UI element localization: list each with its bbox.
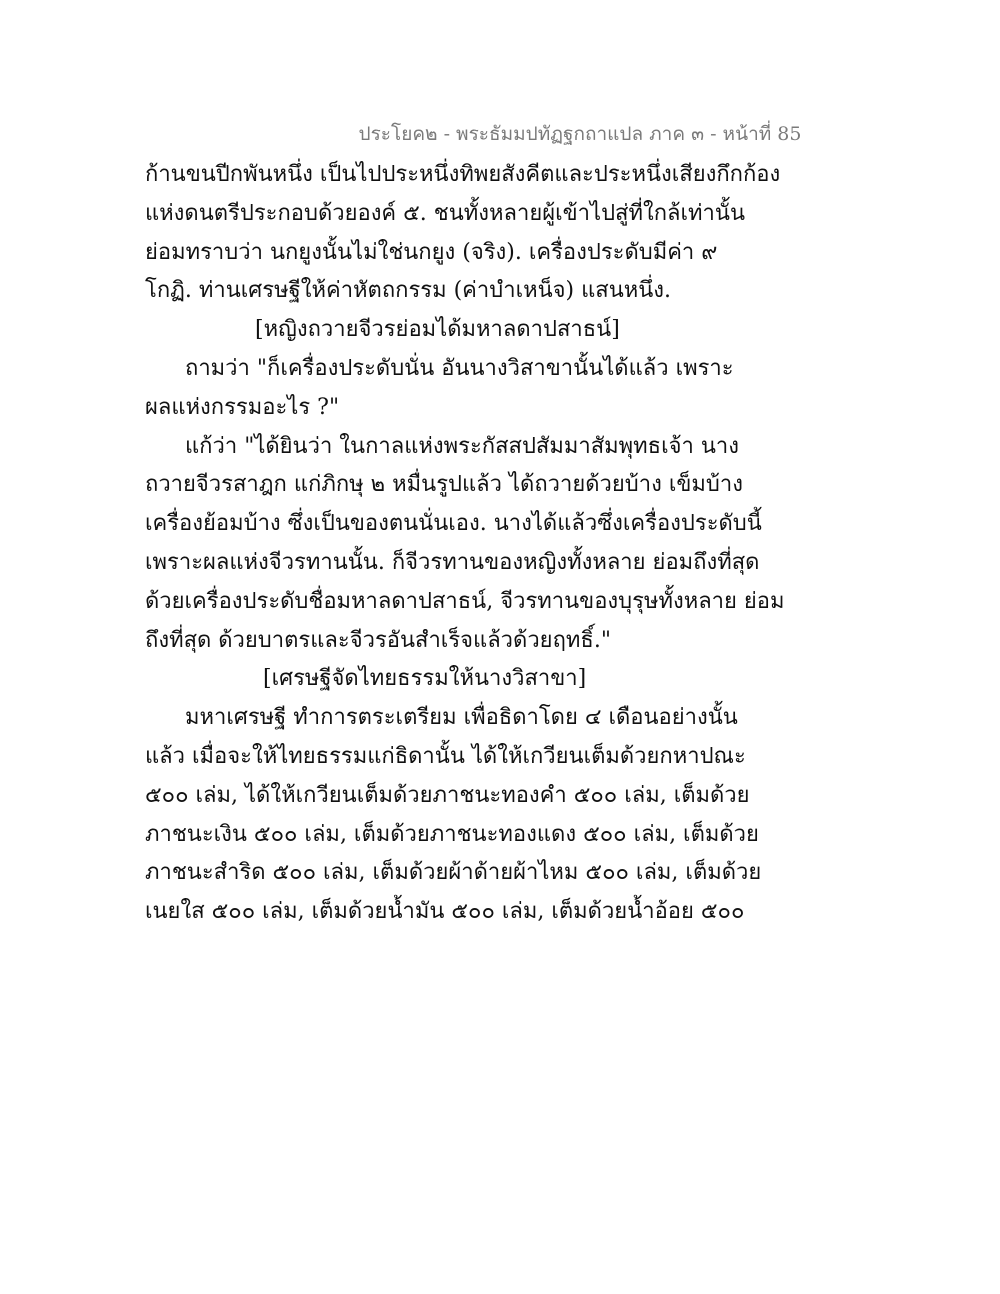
text-line: ย่อมทราบว่า นกยูงนั้นไม่ใช่นกยูง (จริง). เครื่องประดับมีค่า ๙: [145, 239, 718, 265]
text-line: แล้ว เมื่อจะให้ไทยธรรมแก่ธิดานั้น ได้ให้เกวียนเต็มด้วยกหาปณะ: [145, 743, 746, 769]
text-line: ถามว่า "ก็เครื่องประดับนั่น อันนางวิสาขานั้นได้แล้ว เพราะ: [185, 355, 734, 381]
text-line: โกฏิ. ท่านเศรษฐีให้ค่าหัตถกรรม (ค่าบำเหน็จ) แสนหนึ่ง.: [145, 278, 672, 304]
text-line: ถึงที่สุด ด้วยบาตรและจีวรอันสำเร็จแล้วด้วยฤทธิ์.": [145, 627, 611, 653]
text-line: ภาชนะเงิน ๕๐๐ เล่ม, เต็มด้วยภาชนะทองแดง ๕๐๐ เล่ม, เต็มด้วย: [145, 821, 759, 847]
text-line: เพราะผลแห่งจีวรทานนั้น. ก็จีวรทานของหญิงทั้งหลาย ย่อมถึงที่สุด: [145, 549, 760, 575]
text-line: ถวายจีวรสาฎก แก่ภิกษุ ๒ หมื่นรูปแล้ว ได้ถวายด้วยบ้าง เข็มบ้าง: [145, 472, 743, 498]
document-body: [145, 156, 865, 932]
text-line: ภาชนะสำริด ๕๐๐ เล่ม, เต็มด้วยผ้าด้ายผ้าไหม ๕๐๐ เล่ม, เต็มด้วย: [145, 860, 762, 886]
text-line: แห่งดนตรีประกอบด้วยองค์ ๕. ชนทั้งหลายผู้เข้าไปสู่ที่ใกล้เท่านั้น: [145, 200, 745, 226]
text-line: ด้วยเครื่องประดับชื่อมหาลดาปสาธน์, จีวรทานของบุรุษทั้งหลาย ย่อม: [145, 588, 785, 614]
section-heading: [หญิงถวายจีวรย่อมได้มหาลดาปสาธน์]: [255, 317, 620, 343]
text-line: ก้านขนปีกพันหนึ่ง เป็นไปประหนึ่งทิพยสังคีตและประหนึ่งเสียงกึกก้อง: [145, 162, 781, 187]
text-line: ๕๐๐ เล่ม, ได้ให้เกวียนเต็มด้วยภาชนะทองคำ ๕๐๐ เล่ม, เต็มด้วย: [145, 782, 750, 808]
text-line: เนยใส ๕๐๐ เล่ม, เต็มด้วยน้ำมัน ๕๐๐ เล่ม, เต็มด้วยน้ำอ้อย ๕๐๐: [145, 899, 745, 925]
text-line: มหาเศรษฐี ทำการตระเตรียม เพื่อธิดาโดย ๔ เดือนอย่างนั้น: [185, 705, 738, 731]
text-line: ผลแห่งกรรมอะไร ?": [145, 394, 340, 420]
text-line: เครื่องย้อมบ้าง ซึ่งเป็นของตนนั่นเอง. นางได้แล้วซึ่งเครื่องประดับนี้: [145, 511, 762, 537]
page-header: ประโยค๒ - พระธัมมปทัฏฐกถาแปล ภาค ๓ - หน้าที่ 85: [358, 123, 802, 145]
text-line: แก้ว่า "ได้ยินว่า ในกาลแห่งพระกัสสปสัมมาสัมพุทธเจ้า นาง: [185, 433, 739, 459]
section-heading: [เศรษฐีจัดไทยธรรมให้นางวิสาขา]: [263, 666, 587, 692]
